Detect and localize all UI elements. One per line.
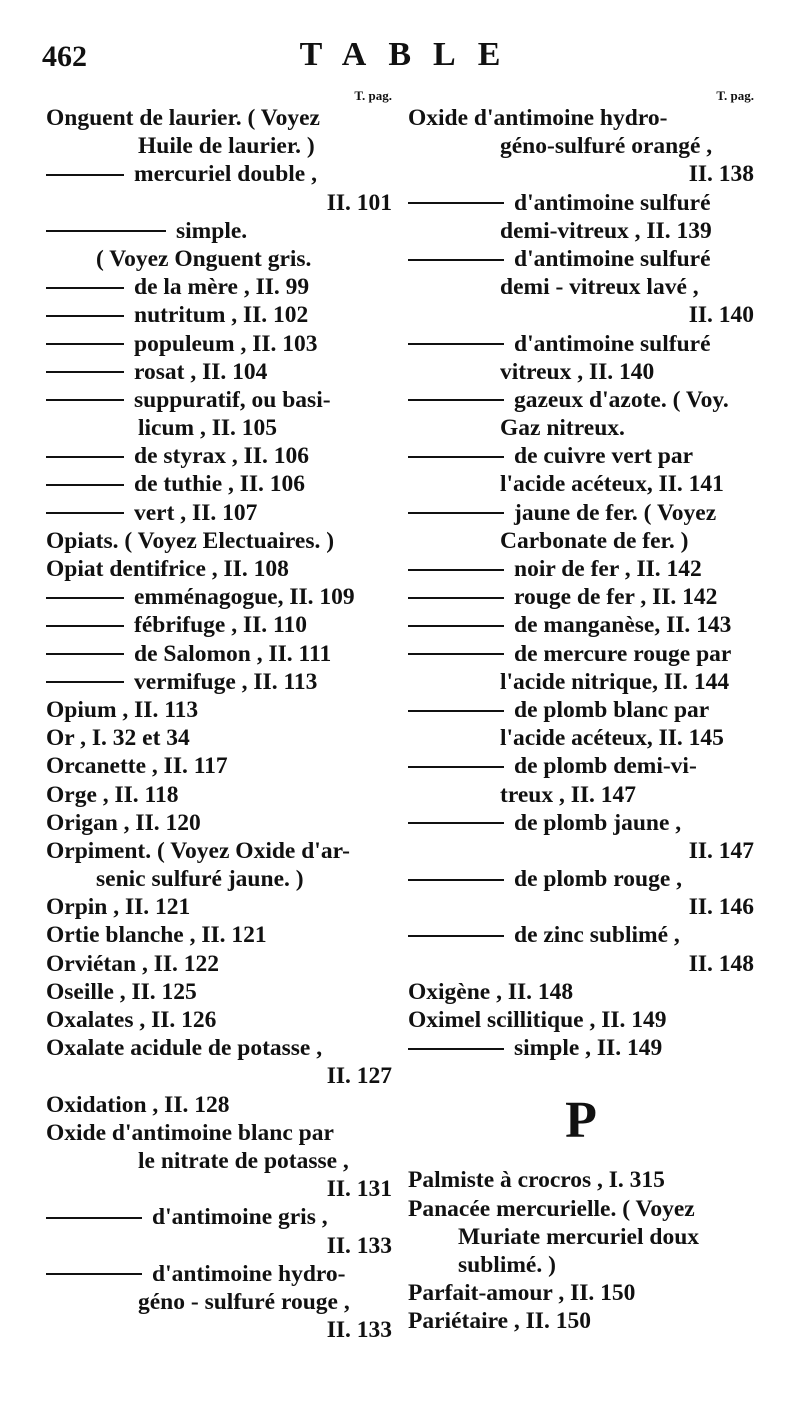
entry-continuation <box>408 1251 754 1279</box>
entry-text: de plomb jaune , <box>514 809 682 836</box>
page-reference <box>46 1316 392 1344</box>
page-reference <box>46 1175 392 1203</box>
index-entry <box>46 978 392 1006</box>
repeat-dash <box>408 710 504 712</box>
entry-continuation <box>408 273 754 301</box>
entry-text: Oximel scillitique , II. 149 <box>408 1007 667 1033</box>
index-entry <box>46 809 392 837</box>
index-entry <box>46 950 392 978</box>
entry-text: Panacée mercurielle. ( Voyez <box>408 1195 695 1222</box>
page-reference <box>46 1062 392 1090</box>
entry-text: II. 131 <box>326 1176 392 1203</box>
spacer <box>408 1062 754 1076</box>
repeat-dash <box>46 681 124 683</box>
sub-entry <box>46 1203 392 1231</box>
entry-text: Orcanette , II. 117 <box>46 753 228 780</box>
repeat-dash <box>46 343 124 345</box>
right-column <box>408 88 754 1336</box>
column-heading: T. pag. <box>716 88 754 103</box>
entry-continuation <box>408 1223 754 1251</box>
repeat-dash <box>46 625 124 627</box>
entry-text: simple , II. 149 <box>514 1035 663 1062</box>
entry-text: demi - vitreux lavé , <box>500 274 699 301</box>
entry-continuation <box>408 668 754 696</box>
sub-entry <box>46 470 392 498</box>
entry-text: emménagogue, II. 109 <box>134 584 355 611</box>
entry-text: Opiat dentifrice , II. 108 <box>46 556 289 582</box>
entry-continuation <box>46 1288 392 1316</box>
sub-entry <box>408 1034 754 1062</box>
entry-text: Opium , II. 113 <box>46 696 199 723</box>
page-reference <box>46 189 392 217</box>
sub-entry <box>408 499 754 527</box>
entry-text: de plomb demi-vi- <box>514 753 697 780</box>
index-entry <box>408 978 754 1006</box>
entry-text: de mercure rouge par <box>514 640 732 667</box>
entry-text: noir de fer , II. 142 <box>514 556 702 582</box>
entry-continuation <box>408 358 754 386</box>
entry-text: d'antimoine sulfuré <box>514 245 711 272</box>
repeat-dash <box>408 653 504 655</box>
entry-text: Oxigène , II. 148 <box>408 978 574 1005</box>
entry-text: Palmiste à crocros , I. 315 <box>408 1167 665 1194</box>
sub-entry <box>46 611 392 639</box>
index-entry <box>46 837 392 865</box>
entry-text: Muriate mercuriel doux <box>458 1223 700 1250</box>
index-entry <box>46 893 392 921</box>
repeat-dash <box>46 230 166 232</box>
repeat-dash <box>408 935 504 937</box>
entry-continuation <box>408 781 754 809</box>
entry-text: vermifuge , II. 113 <box>134 668 318 695</box>
entry-text: vitreux , II. 140 <box>500 358 655 385</box>
entry-text: ( Voyez Onguent gris. <box>96 245 312 272</box>
entry-text: Oxalate acidule de potasse , <box>46 1035 323 1062</box>
sub-entry <box>46 640 392 668</box>
page-number: 462 <box>42 40 87 73</box>
page-reference <box>408 950 754 978</box>
sub-entry <box>46 1260 392 1288</box>
index-entry <box>46 555 392 583</box>
index-entry <box>46 1119 392 1147</box>
entry-text: vert , II. 107 <box>134 499 258 526</box>
repeat-dash <box>46 597 124 599</box>
index-entry <box>46 1034 392 1062</box>
entry-text: de tuthie , II. 106 <box>134 471 306 498</box>
repeat-dash <box>46 1273 142 1275</box>
entry-text: Or , I. 32 et 34 <box>46 725 190 752</box>
entry-continuation <box>46 865 392 893</box>
entry-text: de cuivre vert par <box>514 443 694 470</box>
sub-entry <box>408 330 754 358</box>
entry-text: Onguent de laurier. ( Voyez <box>46 105 320 131</box>
entry-text: II. 148 <box>688 950 754 977</box>
entry-text: II. 138 <box>688 161 754 188</box>
column-heading: T. pag. <box>354 88 392 103</box>
entry-text: d'antimoine sulfuré <box>514 189 711 216</box>
entry-text: Orpin , II. 121 <box>46 894 191 921</box>
entry-text: Pariétaire , II. 150 <box>408 1308 591 1335</box>
entry-continuation <box>46 245 392 273</box>
entry-text: Oxide d'antimoine blanc par <box>46 1119 334 1146</box>
repeat-dash <box>408 1048 504 1050</box>
repeat-dash <box>46 484 124 486</box>
index-entry <box>46 696 392 724</box>
repeat-dash <box>408 766 504 768</box>
entry-text: Orpiment. ( Voyez Oxide d'ar- <box>46 837 350 864</box>
repeat-dash <box>408 597 504 599</box>
sub-entry <box>408 696 754 724</box>
index-entry <box>408 1279 754 1307</box>
entry-text: de la mère , II. 99 <box>134 274 310 301</box>
entry-text: mercuriel double , <box>134 161 317 188</box>
entry-text: Orviétan , II. 122 <box>46 950 219 977</box>
entry-text: Orge , II. 118 <box>46 781 179 808</box>
sub-entry <box>408 640 754 668</box>
repeat-dash <box>46 315 124 317</box>
page-reference <box>408 837 754 865</box>
entry-text: Oxide d'antimoine hydro- <box>408 105 668 131</box>
entry-continuation <box>46 132 392 160</box>
sub-entry <box>408 611 754 639</box>
index-entry <box>46 1091 392 1119</box>
sub-entry <box>408 865 754 893</box>
entry-text: rouge de fer , II. 142 <box>514 584 718 611</box>
entry-text: géno-sulfuré orangé , <box>500 133 713 160</box>
sub-entry <box>46 217 392 245</box>
entry-continuation <box>408 724 754 752</box>
sub-entry <box>408 752 754 780</box>
sub-entry <box>46 273 392 301</box>
entry-text: Oxalates , II. 126 <box>46 1007 217 1033</box>
sub-entry <box>46 668 392 696</box>
repeat-dash <box>46 456 124 458</box>
repeat-dash <box>408 879 504 881</box>
entry-text: II. 147 <box>688 837 754 864</box>
sub-entry <box>46 330 392 358</box>
repeat-dash <box>408 512 504 514</box>
entry-text: senic sulfuré jaune. ) <box>96 866 304 893</box>
page-reference <box>46 1232 392 1260</box>
entry-text: II. 133 <box>326 1317 392 1344</box>
sub-entry <box>408 809 754 837</box>
entry-text: Huile de laurier. ) <box>138 133 315 160</box>
index-entry <box>408 1307 754 1335</box>
sub-entry <box>46 583 392 611</box>
index-entry <box>46 781 392 809</box>
page-reference <box>408 301 754 329</box>
entry-text: demi-vitreux , II. 139 <box>500 217 712 244</box>
index-entry <box>408 1166 754 1194</box>
entry-continuation <box>408 470 754 498</box>
entry-text: Gaz nitreux. <box>500 415 625 442</box>
repeat-dash <box>408 456 504 458</box>
entry-text: Parfait-amour , II. 150 <box>408 1280 636 1307</box>
entry-continuation <box>46 414 392 442</box>
entry-text: II. 133 <box>326 1232 392 1259</box>
sub-entry <box>46 160 392 188</box>
sub-entry <box>46 358 392 386</box>
sub-entry <box>46 442 392 470</box>
entry-text: d'antimoine sulfuré <box>514 330 711 357</box>
entry-text: jaune de fer. ( Voyez <box>514 499 717 526</box>
repeat-dash <box>408 202 504 204</box>
sub-entry <box>408 189 754 217</box>
entry-text: d'antimoine hydro- <box>152 1260 346 1287</box>
section-letter: P <box>565 1092 597 1150</box>
entry-text: Carbonate de fer. ) <box>500 527 689 554</box>
sub-entry <box>46 386 392 414</box>
entry-text: de styrax , II. 106 <box>134 443 309 470</box>
entry-text: nutritum , II. 102 <box>134 302 309 329</box>
sub-entry <box>408 442 754 470</box>
entry-text: l'acide nitrique, II. 144 <box>500 668 730 695</box>
index-entry <box>46 921 392 949</box>
index-entry <box>46 104 392 132</box>
entry-text: Ortie blanche , II. 121 <box>46 922 267 949</box>
index-entry <box>408 104 754 132</box>
entry-text: suppuratif, ou basi- <box>134 386 331 413</box>
entry-text: l'acide acéteux, II. 145 <box>500 725 724 752</box>
entry-text: de manganèse, II. 143 <box>514 612 732 639</box>
entry-continuation <box>408 132 754 160</box>
sub-entry <box>408 555 754 583</box>
entry-text: de Salomon , II. 111 <box>134 640 332 667</box>
page-header <box>0 34 800 82</box>
entry-text: de plomb rouge , <box>514 866 682 893</box>
entry-text: Oseille , II. 125 <box>46 978 197 1005</box>
repeat-dash <box>46 653 124 655</box>
entry-text: de zinc sublimé , <box>514 922 680 949</box>
entry-text: populeum , II. 103 <box>134 330 318 357</box>
repeat-dash <box>408 343 504 345</box>
sub-entry <box>408 583 754 611</box>
repeat-dash <box>46 174 124 176</box>
entry-text: d'antimoine gris , <box>152 1204 328 1231</box>
entry-text: fébrifuge , II. 110 <box>134 612 307 639</box>
entry-continuation <box>408 217 754 245</box>
index-entry <box>408 1195 754 1223</box>
entry-text: gazeux d'azote. ( Voy. <box>514 386 729 413</box>
repeat-dash <box>46 399 124 401</box>
page-title: TABLE <box>299 36 523 73</box>
repeat-dash <box>408 259 504 261</box>
entry-text: II. 140 <box>688 302 754 329</box>
repeat-dash <box>408 399 504 401</box>
entry-text: II. 101 <box>326 189 392 216</box>
entry-text: rosat , II. 104 <box>134 358 268 385</box>
page-reference <box>408 160 754 188</box>
index-entry <box>46 527 392 555</box>
entry-continuation <box>408 414 754 442</box>
entry-text: sublimé. ) <box>458 1251 556 1278</box>
index-entry <box>408 1006 754 1034</box>
entry-continuation <box>46 1147 392 1175</box>
sub-entry <box>408 921 754 949</box>
entry-text: licum , II. 105 <box>138 415 278 442</box>
entry-text: II. 146 <box>688 894 754 921</box>
entry-text: simple. <box>176 217 248 244</box>
entry-text: treux , II. 147 <box>500 781 636 808</box>
entry-text: Oxidation , II. 128 <box>46 1091 230 1118</box>
repeat-dash <box>46 1217 142 1219</box>
entry-text: II. 127 <box>326 1063 392 1090</box>
sub-entry <box>46 301 392 329</box>
entry-text: de plomb blanc par <box>514 696 710 723</box>
repeat-dash <box>408 569 504 571</box>
entry-continuation <box>408 527 754 555</box>
sub-entry <box>408 386 754 414</box>
repeat-dash <box>46 371 124 373</box>
sub-entry <box>408 245 754 273</box>
index-entry <box>46 752 392 780</box>
page-reference <box>408 893 754 921</box>
repeat-dash <box>408 625 504 627</box>
index-entry <box>46 1006 392 1034</box>
repeat-dash <box>46 287 124 289</box>
index-entry <box>46 724 392 752</box>
sub-entry <box>46 499 392 527</box>
repeat-dash <box>46 512 124 514</box>
entry-text: Origan , II. 120 <box>46 809 201 836</box>
entry-text: le nitrate de potasse , <box>138 1147 349 1174</box>
left-column <box>46 88 392 1344</box>
repeat-dash <box>408 822 504 824</box>
entry-text: l'acide acéteux, II. 141 <box>500 471 724 498</box>
entry-text: Opiats. ( Voyez Electuaires. ) <box>46 527 335 554</box>
entry-text: géno - sulfuré rouge , <box>138 1288 350 1315</box>
